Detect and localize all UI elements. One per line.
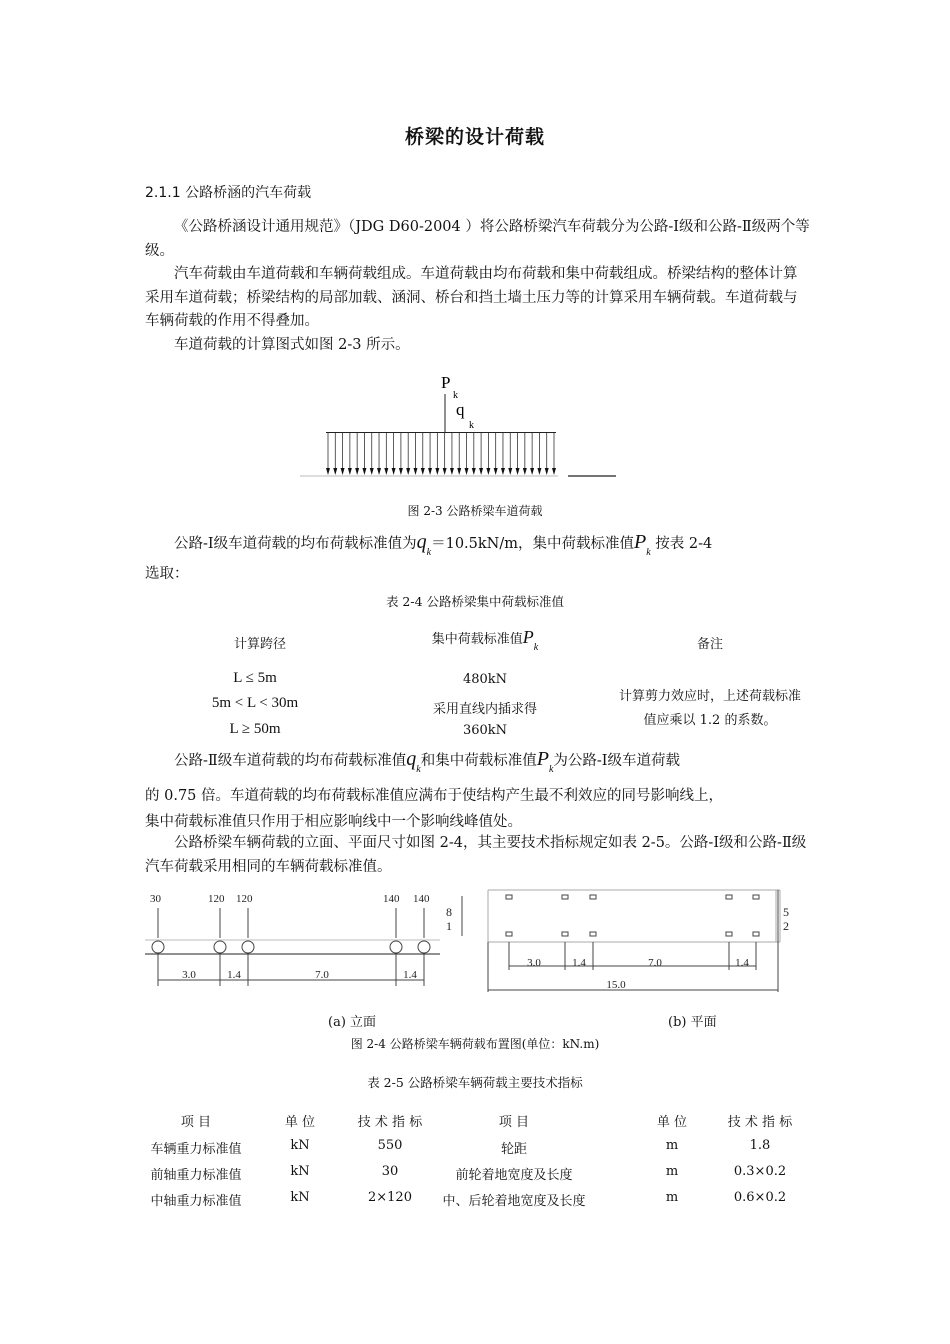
t24-value-2: 采用直线内插求得: [432, 702, 537, 717]
vehicle-plan-diagram: [440, 880, 810, 1000]
t24-header-note: 备注: [696, 637, 723, 652]
t24-span-3: L ≥ 50m: [229, 721, 281, 737]
load-arrow-head: [508, 468, 512, 475]
distributed-load-top: [326, 432, 556, 433]
load-arrow-head: [523, 468, 527, 475]
t24-span-2: 5m < L < 30m: [211, 695, 299, 711]
load-arrow-head: [406, 468, 410, 475]
table-2-4-caption: 表 2-4 公路桥梁集中荷载标准值: [385, 594, 565, 609]
section-heading: 2.1.1 公路桥涵的汽车荷载: [145, 185, 312, 201]
symbol-q-sub: k: [426, 547, 432, 558]
paragraph-3: 车道荷载的计算图式如图 2-3 所示。: [174, 336, 410, 353]
t25-cell: 550: [377, 1138, 403, 1153]
elev-load-4: 140: [383, 893, 400, 905]
t25-cell: 中轴重力标准值: [150, 1194, 242, 1209]
page-title: 桥梁的设计荷载: [404, 126, 545, 148]
t25-header: 技 术 指 标: [357, 1115, 423, 1130]
t24-note-line-2: 值应乘以 1.2 的系数。: [643, 713, 777, 728]
plan-dim-2: 1.4: [572, 957, 586, 969]
load-arrow-head: [486, 468, 490, 475]
paragraph-6-text: 公路桥梁车辆荷载的立面、平面尺寸如图 2-4，其主要技术指标规定如表 2-5。公路-Ⅰ级和公路-Ⅱ级汽车荷载采用相同的车辆荷载标准值。: [145, 835, 807, 875]
load-arrow-head: [443, 468, 447, 475]
p5-text-b: 和集中荷载标准值: [420, 753, 537, 769]
t25-cell: kN: [290, 1190, 310, 1205]
p5-symbol-q-sub: k: [416, 764, 421, 775]
elev-load-1: 30: [150, 893, 161, 905]
load-arrow-head: [370, 468, 374, 475]
p4-text-d: 选取：: [145, 565, 189, 582]
label-p: P: [441, 373, 451, 392]
elev-dim-2: 1.4: [227, 969, 241, 981]
t25-cell: m: [665, 1138, 679, 1153]
vehicle-elevation-diagram: [140, 886, 445, 996]
load-arrow-head: [428, 468, 432, 475]
t25-header: 单 位: [656, 1115, 688, 1130]
load-arrow-head: [377, 468, 381, 475]
p5-text-c: 为公路-Ⅰ级车道荷载: [553, 753, 681, 769]
t25-cell: kN: [290, 1138, 310, 1153]
t25-header: 单 位: [284, 1115, 316, 1130]
figure-2-4-label-b: (b) 平面: [668, 1015, 717, 1030]
load-arrow-head: [501, 468, 505, 475]
t25-cell: 前轴重力标准值: [150, 1168, 242, 1183]
t24-note-line-1: 计算剪力效应时，上述荷载标准: [618, 689, 801, 704]
t25-header: 技 术 指 标: [727, 1115, 793, 1130]
p5-text-e: 集中荷载标准值只作用于相应影响线中一个影响线峰值处。: [145, 814, 522, 830]
plan-dim-4: 1.4: [735, 957, 749, 969]
p5-text-a: 公路-Ⅱ级车道荷载的均布荷载标准值: [174, 753, 407, 769]
elev-dim-1: 3.0: [182, 969, 196, 981]
t25-cell: m: [665, 1164, 679, 1179]
p4-text-a: 公路-Ⅰ级车道荷载的均布荷载标准值为: [174, 536, 417, 552]
table-2-5-caption: 表 2-5 公路桥梁车辆荷载主要技术指标: [367, 1075, 583, 1090]
t25-cell: 车辆重力标准值: [150, 1142, 242, 1157]
symbol-p: P: [634, 531, 647, 553]
t25-cell: 前轮着地宽度及长度: [455, 1168, 573, 1183]
load-arrow-head: [457, 468, 461, 475]
label-q-sub: k: [469, 420, 474, 431]
load-arrow-head: [472, 468, 476, 475]
t24-header-symbol: P: [522, 627, 534, 647]
plan-right-dim-1: 5: [783, 905, 789, 919]
elev-dim-3: 7.0: [315, 969, 329, 981]
label-p-sub: k: [453, 390, 458, 401]
elev-load-2: 120: [208, 893, 225, 905]
p5-text-d: 的 0.75 倍。车道荷载的均布荷载标准值应满布于使结构产生最不利效应的同号影响线上，: [145, 788, 723, 804]
t24-header-span: 计算跨径: [233, 637, 286, 652]
plan-right-dim-2: 2: [783, 919, 789, 933]
load-arrow-head: [355, 468, 359, 475]
load-arrow-head: [392, 468, 396, 475]
p5-symbol-p-sub: k: [548, 764, 554, 775]
t25-cell: 0.3×0.2: [733, 1164, 787, 1179]
t25-header: 项 目: [498, 1115, 530, 1130]
paragraph-6: [145, 832, 810, 879]
load-arrow-head: [413, 468, 417, 475]
load-arrow-head: [326, 468, 330, 475]
load-arrow-head: [399, 468, 403, 475]
load-arrow-head: [465, 468, 469, 475]
figure-2-4-label-a: (a) 立面: [328, 1015, 377, 1030]
load-arrow-head: [450, 468, 454, 475]
t24-header-symbol-sub: k: [533, 642, 539, 653]
p4-text-b: ＝10.5kN/m，集中荷载标准值: [431, 536, 634, 552]
p4-text-c: 按表 2-4: [655, 536, 713, 552]
t25-cell: 0.6×0.2: [733, 1190, 787, 1205]
plan-left-dim-1: 8: [446, 905, 452, 919]
label-q: q: [456, 400, 465, 419]
paragraph-5: [145, 746, 810, 835]
figure-2-4-caption: 图 2-4 公路桥梁车辆荷载布置图(单位：kN.m): [350, 1037, 600, 1051]
p5-symbol-q: q: [406, 748, 417, 770]
symbol-q: q: [416, 531, 427, 553]
t24-header-load-text: 集中荷载标准值: [431, 632, 523, 647]
load-arrow-head: [545, 468, 549, 475]
paragraph-1: 《公路桥涵设计通用规范》（JDG D60-2004 ）将公路桥梁汽车荷载分为公路-Ⅰ级和公路-Ⅱ级两个等级。: [145, 219, 810, 259]
plan-total-dim: 15.0: [606, 979, 626, 991]
load-arrow-head: [341, 468, 345, 475]
t25-cell: 2×120: [368, 1190, 412, 1205]
load-arrow-head: [537, 468, 541, 475]
load-arrow-head: [421, 468, 425, 475]
paragraph-4: [145, 531, 810, 586]
intro-paragraphs: [145, 216, 810, 357]
t25-cell: kN: [290, 1164, 310, 1179]
load-arrow-head: [552, 468, 556, 475]
t24-span-1: L ≤ 5m: [233, 670, 277, 686]
elev-dim-4: 1.4: [403, 969, 417, 981]
load-arrow-head: [348, 468, 352, 475]
elev-load-3: 120: [236, 893, 253, 905]
load-arrow-head: [516, 468, 520, 475]
t25-cell: 1.8: [749, 1138, 771, 1153]
load-arrow-head: [494, 468, 498, 475]
t24-value-1: 480kN: [462, 672, 508, 687]
t24-header-load: [405, 627, 565, 653]
elev-load-5: 140: [413, 893, 430, 905]
p5-symbol-p: P: [536, 748, 549, 770]
load-arrow-head: [362, 468, 366, 475]
t25-cell: 中、后轮着地宽度及长度: [442, 1194, 586, 1209]
plan-dim-1: 3.0: [527, 957, 541, 969]
paragraph-2: 汽车荷载由车道荷载和车辆荷载组成。车道荷载由均布荷载和集中荷载组成。桥梁结构的整体计算采用车道荷载；桥梁结构的局部加载、涵洞、桥台和挡土墙土压力等的计算采用车辆荷载。车道荷载与车辆荷载的作用不得叠加。: [145, 266, 798, 329]
t25-cell: m: [665, 1190, 679, 1205]
symbol-p-sub: k: [646, 547, 651, 558]
lane-load-diagram: [300, 370, 630, 485]
plan-left-dim-2: 1: [446, 919, 452, 933]
t25-cell: 轮距: [500, 1142, 527, 1157]
load-arrow-head: [435, 468, 439, 475]
t24-value-3: 360kN: [462, 723, 508, 738]
figure-2-3-caption: 图 2-3 公路桥梁车道荷载: [407, 504, 543, 518]
load-arrow-head: [384, 468, 388, 475]
t25-cell: 30: [381, 1164, 399, 1179]
load-arrow-head: [479, 468, 483, 475]
plan-dim-3: 7.0: [648, 957, 662, 969]
load-arrow-head: [530, 468, 534, 475]
distributed-load-arrows: [326, 433, 556, 475]
t25-header: 项 目: [180, 1115, 212, 1130]
load-arrow-head: [333, 468, 337, 475]
